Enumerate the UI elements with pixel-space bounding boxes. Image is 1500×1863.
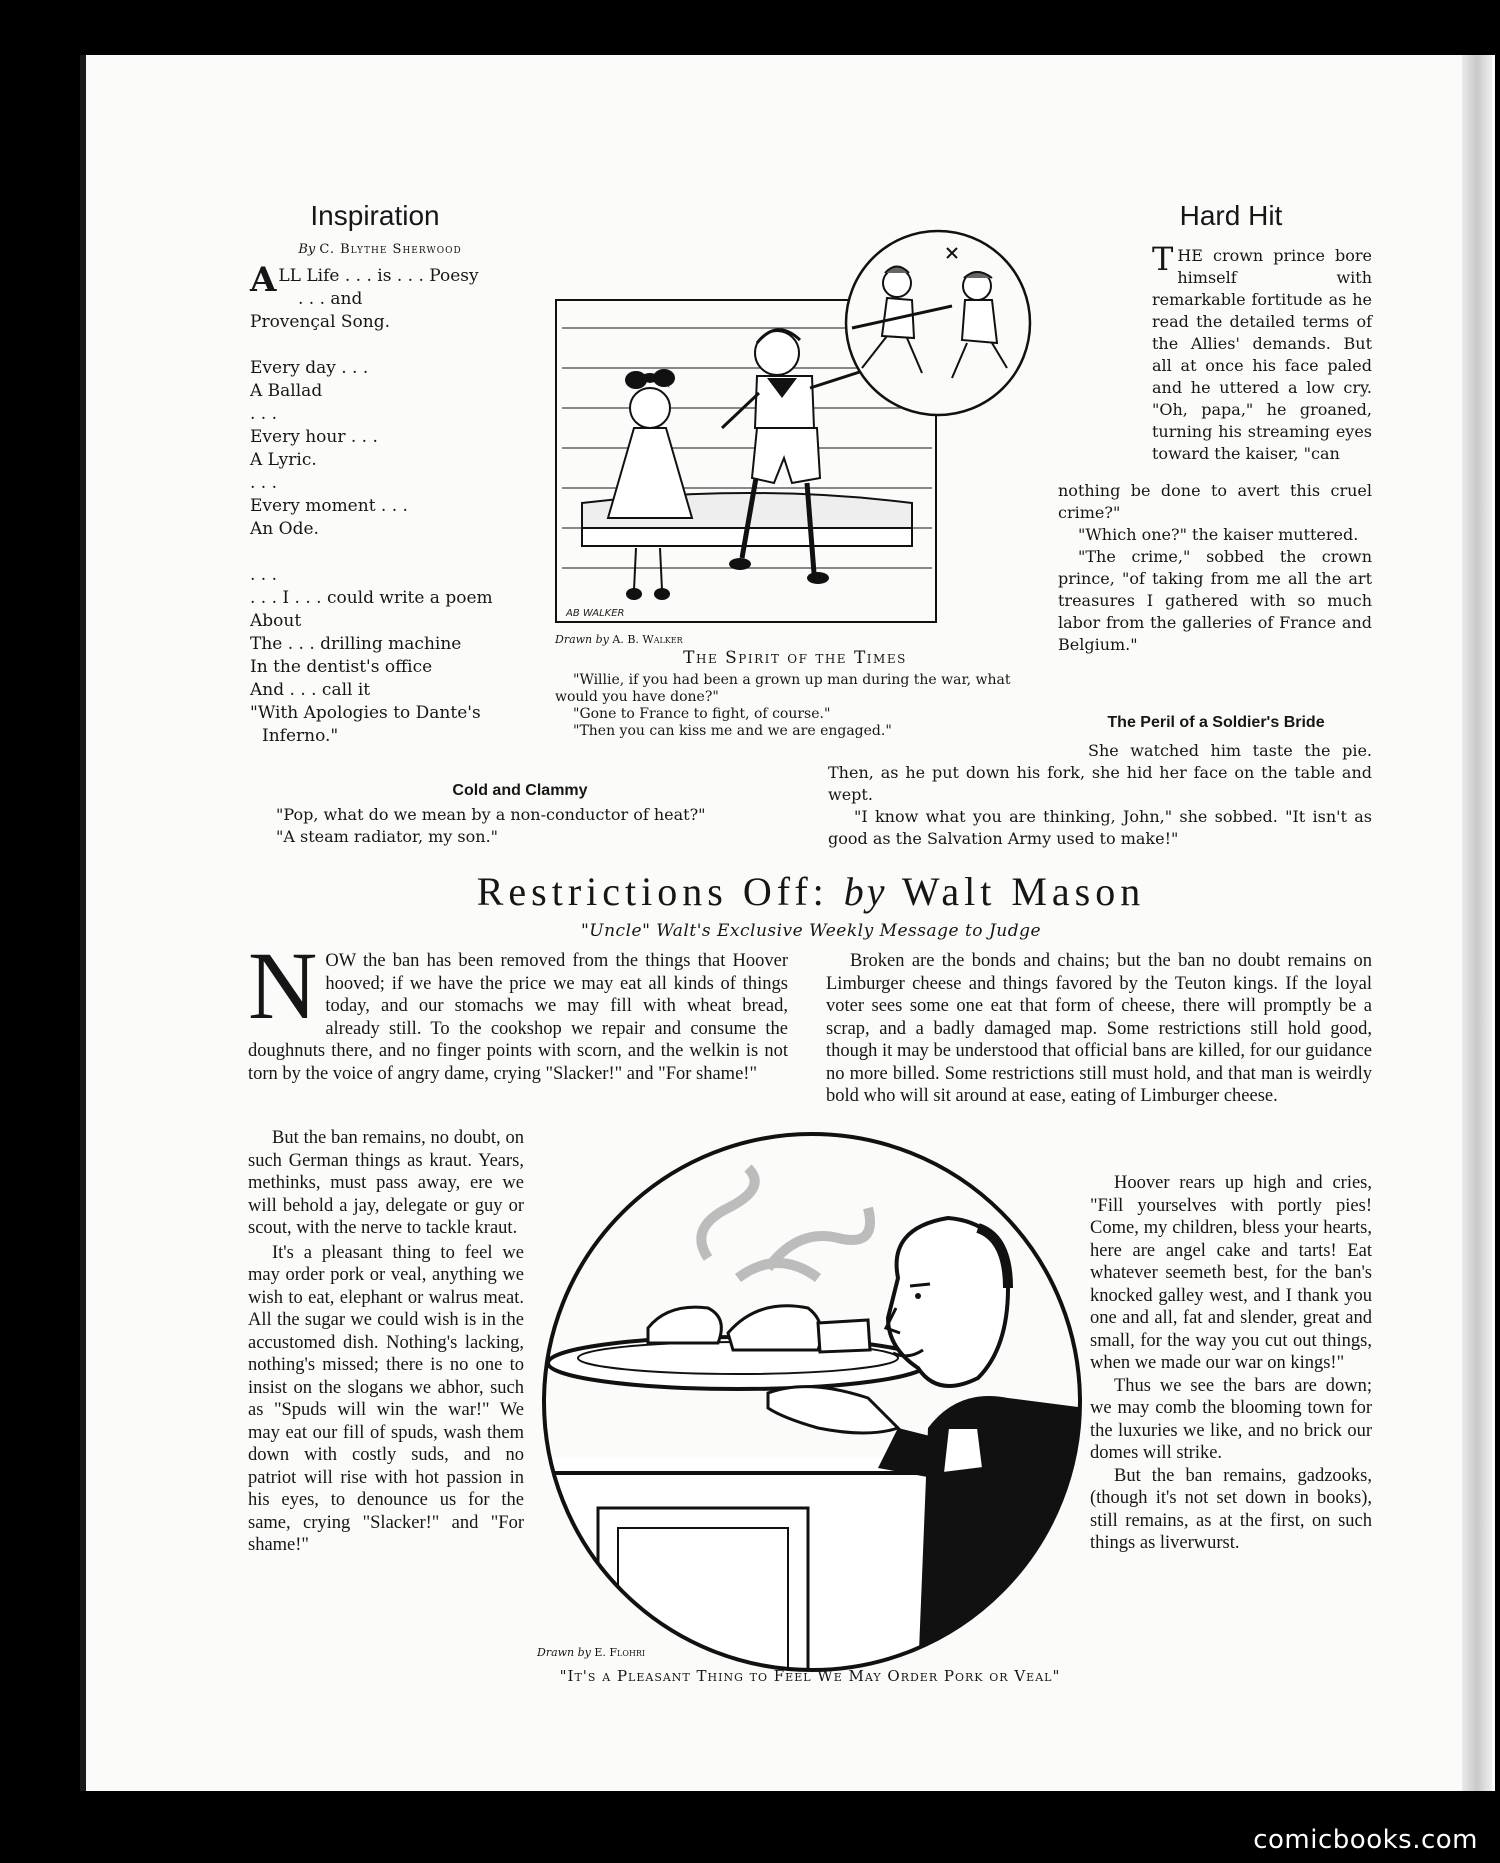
cartoon1-signature: AB WALKER xyxy=(566,608,625,619)
hard-hit-title: Hard Hit xyxy=(1179,200,1283,231)
peril-section xyxy=(1060,714,1372,732)
article-paragraph-3: It's a pleasant thing to feel we may order pork or veal, anything we wish to eat, elephant or walrus meat. All the sugar we could wish is in the accustomed dish. Nothing's lacking, nothing's missed; there is no one to insist on the slogans we abhor, such as "Spuds will win the war!" We may eat our fill of spuds, wash them down with costly suds, and no patriot will rise with hot passion in his eyes, to denounce us for the same, crying "Slacker!" and "For shame!" xyxy=(248,1242,524,1555)
cartoon2-credit xyxy=(537,1646,645,1659)
cartoon-illustration xyxy=(552,228,1040,630)
inspiration-byline xyxy=(230,242,530,257)
cartoon1-caption-block xyxy=(555,633,1035,740)
article-paragraph-1 xyxy=(248,932,788,1085)
peril-title: The Peril of a Soldier's Bride xyxy=(1107,714,1325,731)
article-paragraph-6: Thus we see the bars are down; we may comb the blooming town for the luxuries we like, and no brick our domes will strike. xyxy=(1090,1375,1372,1463)
hard-hit-drop-letter: T xyxy=(1152,240,1174,278)
poem-line: . . . xyxy=(250,473,278,493)
poem-line: Provençal Song. xyxy=(250,312,391,332)
credit-name: A. B. Walker xyxy=(612,633,683,646)
cartoon2-credit-name: E. Flohri xyxy=(594,1646,646,1659)
cold-line-2: "A steam radiator, my son." xyxy=(276,827,499,846)
poem-line xyxy=(250,541,530,564)
hard-hit-paragraph-2: "Which one?" the kaiser muttered. xyxy=(1078,525,1359,544)
article-header xyxy=(250,868,1372,941)
article-title xyxy=(250,868,1372,915)
article-paragraph-1-text: OW the ban has been removed from the things that Hoover hooved; if we have the price we may eat all kinds of things today, and our stomachs we may fill with wheat bread, already still. To the cookshop we repair and consume the doughnuts there, and no finger points with scorn, and the welkin is not torn by the voice of angry dame, crying "Slacker!" and "For shame!" xyxy=(248,951,788,1084)
inspiration-poem xyxy=(250,260,530,748)
cartoon1-caption-lines xyxy=(555,672,1035,740)
inspiration-section xyxy=(250,200,530,748)
poem-line: Every day . . . xyxy=(250,358,369,378)
caption-line: "Gone to France to fight, of course." xyxy=(573,706,831,722)
hard-hit-text-top xyxy=(1152,240,1372,465)
inspiration-title: Inspiration xyxy=(310,200,440,231)
credit-prefix: Drawn by xyxy=(555,633,609,646)
caption-line: "Then you can kiss me and we are engaged." xyxy=(573,723,892,739)
cartoon-butler xyxy=(538,1128,1086,1676)
article-paragraph-4: Broken are the bonds and chains; but the ban no doubt remains on Limburger cheese and things favored by the Teuton kings. If the loyal voter sees some one eat that form of cheese, there will promptly be a scrap, and a badly damaged map. Some restrictions still hold good, though it may be understood that official bans are killed, for our guidance no more billed. Some restrictions still must hold, and that man is weirdly bold who will sit around at ease, eating of Limburger cheese. xyxy=(826,951,1372,1106)
hard-hit-section xyxy=(1060,200,1372,232)
article-left-column xyxy=(248,1127,524,1557)
article-paragraph-2: But the ban remains, no doubt, on such German things as kraut. Years, methinks, must pass away, ere we will behold a jay, delegate or guy or scout, with the nerve to tackle kraut. xyxy=(248,1128,524,1238)
cartoon2-caption: "It's a Pleasant Thing to Feel We May Order Pork or Veal" xyxy=(559,1667,1061,1685)
butler-illustration xyxy=(538,1128,1086,1676)
article-subtitle: "Uncle" Walt's Exclusive Weekly Message to Judge xyxy=(580,921,1042,941)
page-edge xyxy=(1462,55,1492,1791)
article-drop-letter: N xyxy=(248,932,318,1039)
hard-hit-paragraph-1: HE crown prince bore himself with remarkable fortitude as he read the detailed terms of the Allies' demands. But all at once his face paled and he uttered a low cry. "Oh, papa," he groaned, turning his streaming eyes toward the kaiser, "can xyxy=(1152,246,1372,463)
comicbooks-watermark: comicbooks.com xyxy=(1253,1825,1478,1855)
article-title-text: Restrictions Off: xyxy=(476,869,829,914)
poem-line: Every moment . . . xyxy=(250,496,408,516)
cold-line-1: "Pop, what do we mean by a non-conductor of heat?" xyxy=(276,805,706,824)
byline-name: C. Blythe Sherwood xyxy=(319,242,462,257)
caption-line: "Willie, if you had been a grown up man during the war, what would you have done?" xyxy=(555,672,1011,705)
cold-section xyxy=(250,782,790,848)
poem-line: About xyxy=(250,611,302,631)
cartoon-spirit-of-the-times xyxy=(552,228,1040,630)
poem-drop-letter: A xyxy=(250,260,277,300)
article-paragraph-5: Hoover rears up high and cries, "Fill yourselves with portly pies! Come, my children, bless your hearts, here are angel cake and tarts! Eat whatever seemeth best, for the ban's knocked galley west, and I thank you one and all, fat and slender, great and small, for the way you cut out things, when we made our war on kings!" xyxy=(1090,1173,1372,1373)
poem-line: . . . and xyxy=(298,289,363,309)
poem-line: The . . . drilling machine xyxy=(250,634,462,654)
cartoon2-credit-prefix: Drawn by xyxy=(537,1646,591,1659)
byline-prefix: By xyxy=(298,242,316,257)
poem-line: And . . . call it xyxy=(250,680,371,700)
poem-line: In the dentist's office xyxy=(250,657,433,677)
poem-line: A Ballad xyxy=(250,381,323,401)
poem-line: ALL Life . . . is . . . Poesy xyxy=(250,260,479,300)
poem-line xyxy=(250,334,530,357)
poem-line: Inferno." xyxy=(262,726,339,746)
poem-line: Every hour . . . xyxy=(250,427,378,447)
peril-paragraph-2: "I know what you are thinking, John," she sobbed. "It isn't as good as the Salvation Army used to make!" xyxy=(828,807,1372,848)
poem-line: "With Apologies to Dante's xyxy=(250,703,481,723)
article-right-top xyxy=(826,950,1372,1108)
article-left-top xyxy=(248,932,788,1085)
poem-line: A Lyric. xyxy=(250,450,317,470)
poem-line: An Ode. xyxy=(250,519,319,539)
cold-title: Cold and Clammy xyxy=(452,782,588,799)
poem-line: . . . I . . . could write a poem xyxy=(250,588,493,608)
hard-hit-paragraph-1-continued: nothing be done to avert this cruel crime?" xyxy=(1058,481,1372,522)
peril-paragraph-1: She watched him taste the pie. Then, as he put down his fork, she hid her face on the table and wept. xyxy=(828,741,1372,804)
peril-text xyxy=(828,740,1372,850)
article-right-column xyxy=(1090,1172,1372,1555)
hard-hit-paragraph-3: "The crime," sobbed the crown prince, "of taking from me all the art treasures I gathered with so much labor from the galleries of France and Belgium." xyxy=(1058,547,1372,654)
article-paragraph-7: But the ban remains, gadzooks, (though it's not set down in books), still remains, as at the first, on such things as liverwurst. xyxy=(1090,1465,1372,1553)
poem-line: . . . xyxy=(250,565,278,585)
cartoon1-caption-title: The Spirit of the Times xyxy=(683,648,907,668)
poem-line: . . . xyxy=(250,404,278,424)
hard-hit-text-bottom xyxy=(1058,480,1372,656)
article-by: by xyxy=(843,869,888,914)
cartoon1-credit xyxy=(555,633,1035,646)
article-author: Walt Mason xyxy=(901,869,1146,914)
